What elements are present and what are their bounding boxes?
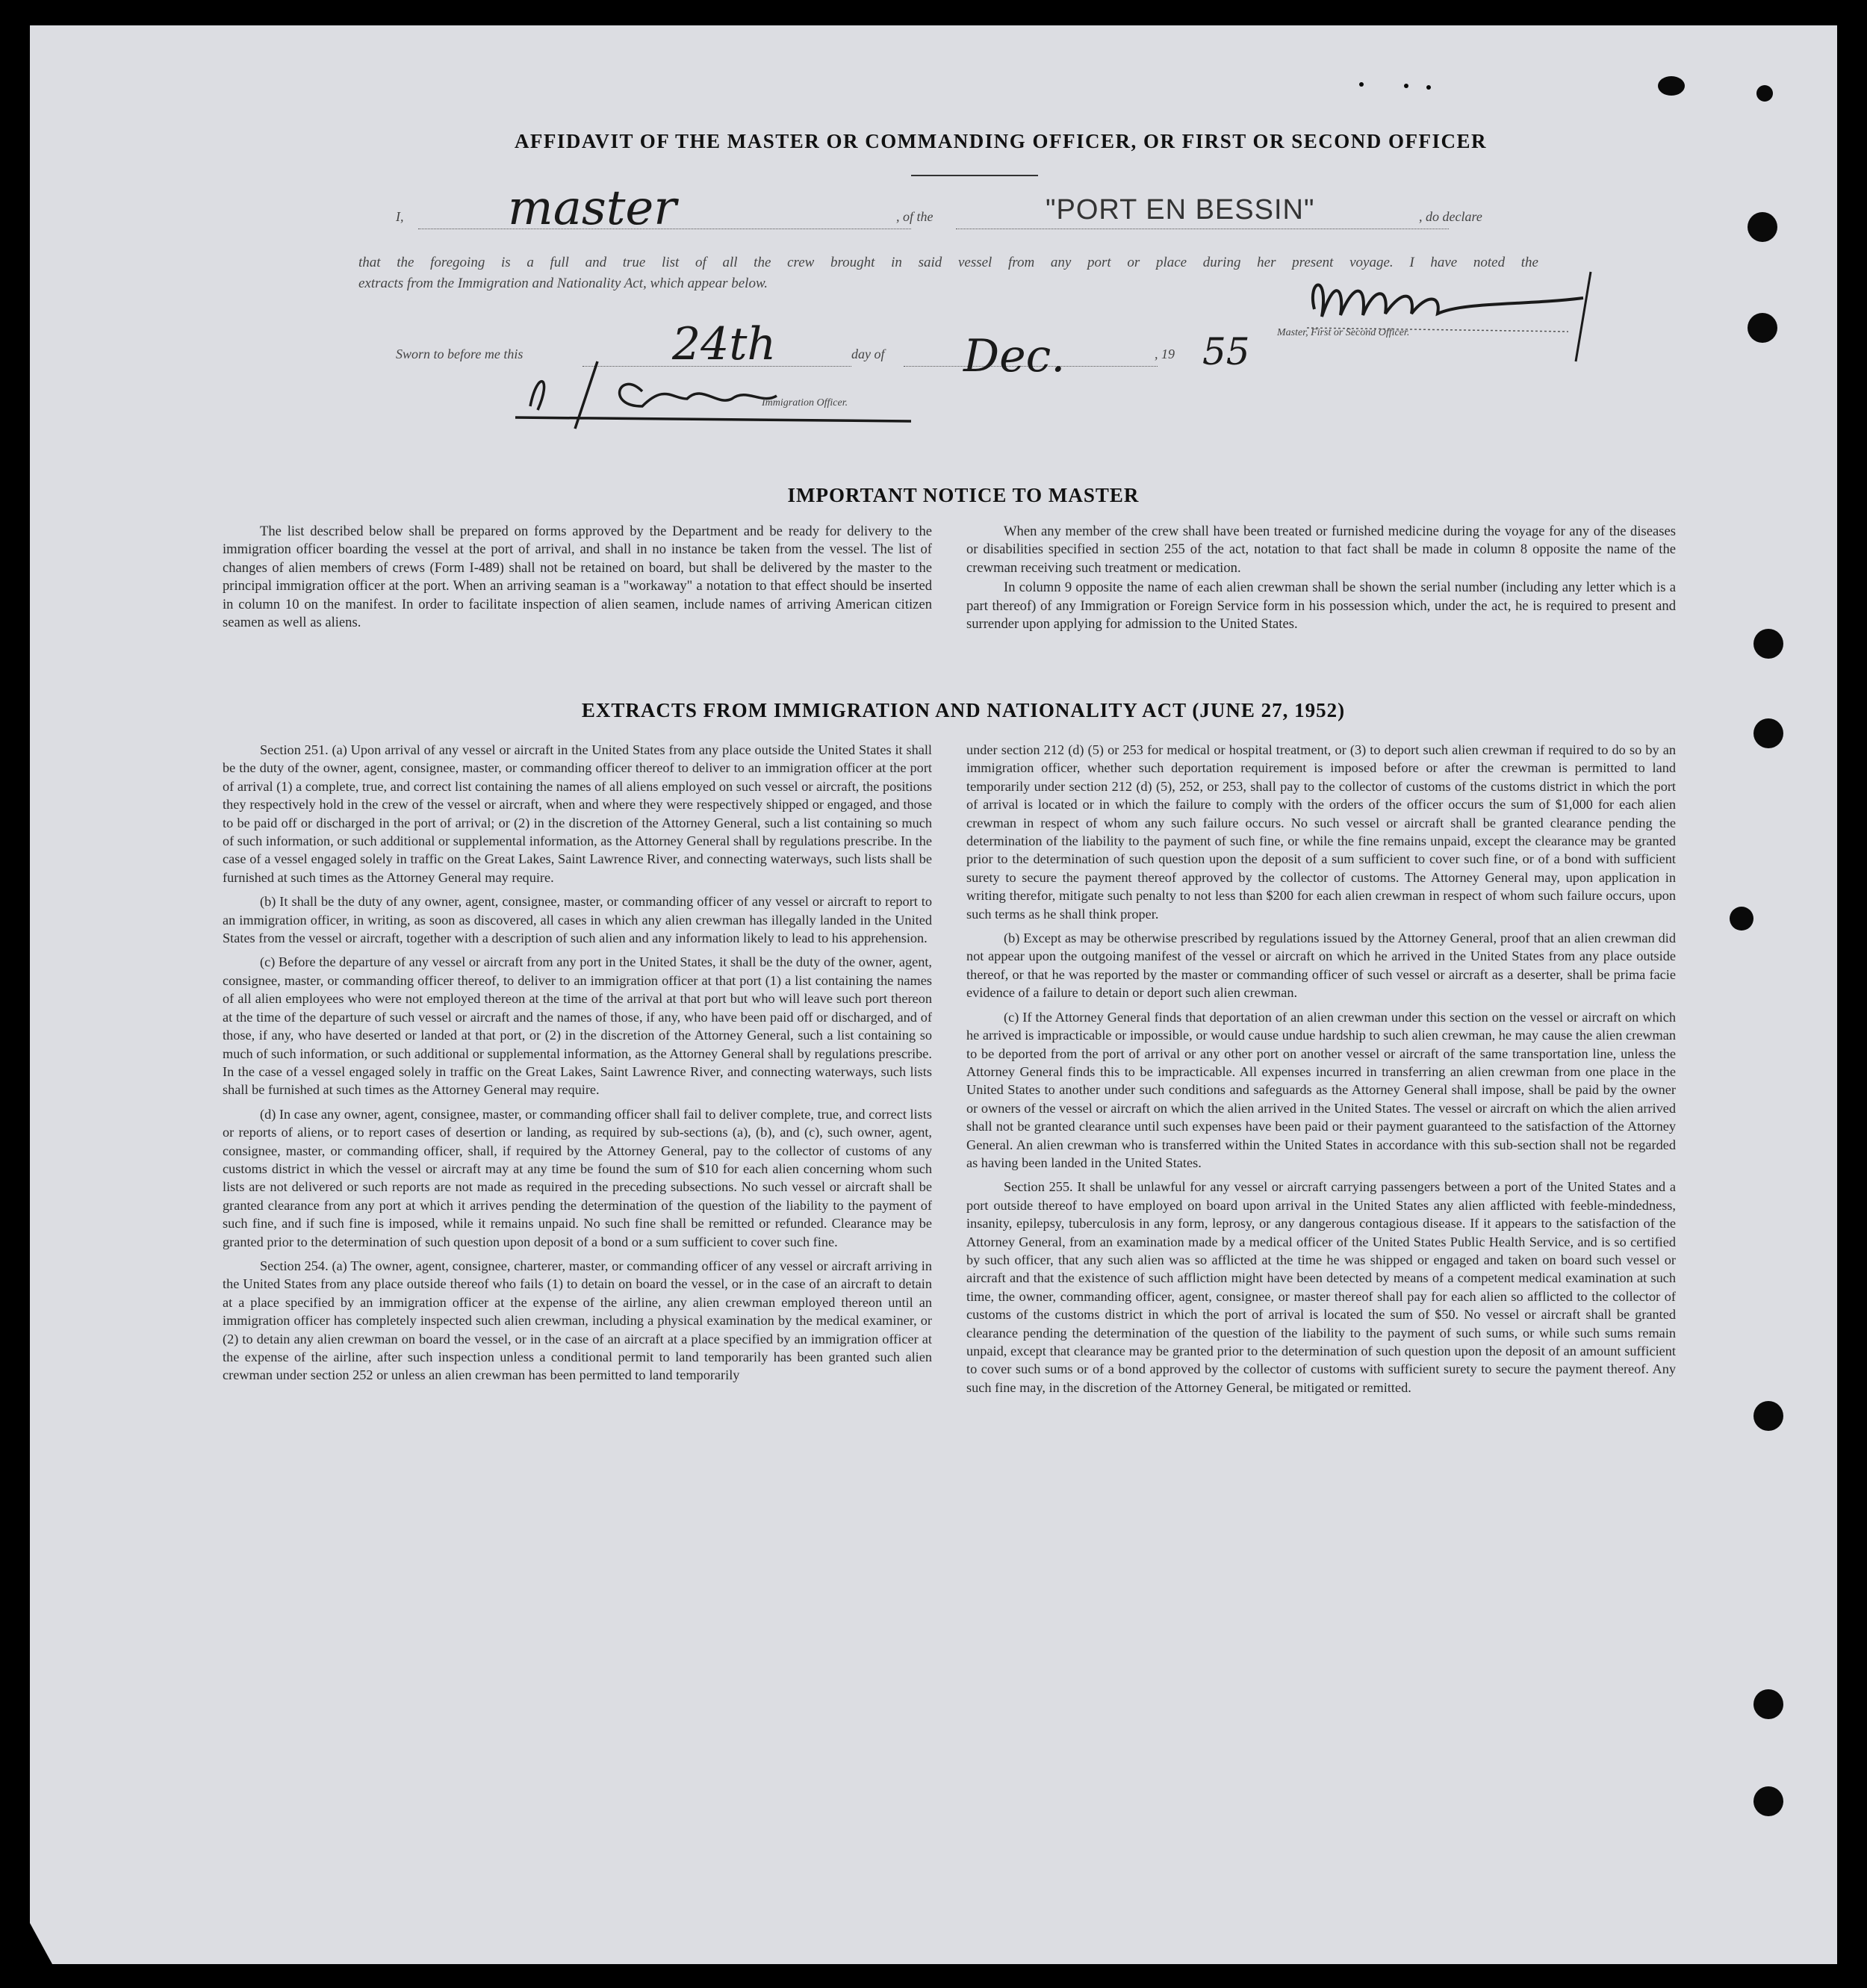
notice-left-column — [223, 523, 932, 638]
section-251-c: (c) Before the departure of any vessel or aircraft from any port in the United States, it shall be the duty of the owner, agent, consignee, master, or commanding officer thereof, to deliver to an immigration officer at that port (1) a list containing the names of all alien employees who were not employed thereon at the time of the arrival at that port but who will leave such port thereon at the time of the departure of such vessel or aircraft and the names of those, if any, who have been paid off or discharged, and of those, if any, who have deserted or landed at that port, or (2) in the discretion of the Attorney General, such a list containing so much of such information, or such additional or supplemental information, as the Attorney General shall by regulations prescribe. In the case of a vessel engaged solely in traffic on the Great Lakes, Saint Lawrence River, and connecting waterways, such lists shall be furnished at such times as the Attorney General may require. — [223, 954, 932, 1098]
ink-mark — [1756, 85, 1773, 102]
declaration-line-1: that the foregoing is a full and true list of all the crew brought in said vessel from any port or place during her present voyage. I have noted the — [358, 255, 1538, 270]
i-label: I, — [396, 209, 404, 224]
extracts-heading: EXTRACTS FROM IMMIGRATION AND NATIONALITY ACT (JUNE 27, 1952) — [581, 699, 1346, 721]
section-255: Section 255. It shall be unlawful for any vessel or aircraft carrying passengers between a port of the United States and a port outside thereof to have employed on board upon arrival in the United States any alien afflicted with feeble-mindedness, insanity, epilepsy, tuberculosis in any form, leprosy, or any dangerous contagious disease. If it appears to the satisfaction of the Attorney General, from an examination made by a medical officer of the United States Public Health Service, and is so certified by such officer, that any such alien was so afflicted at the time he was shipped or engaged and taken on board such vessel or aircraft and that the existence of such affliction might have been detected by means of a competent medical examination at such time, the owner, commanding officer, agent, consignee, or master thereof shall pay for each alien so afflicted to the collector of customs of the customs district in which the port of arrival is located the sum of $50. No vessel or aircraft shall be granted clearance pending the determination of the question of the liability to the payment of such sums, or while such sums remain unpaid, except that clearance may be granted prior to the determination of such question upon the deposit of an amount sufficient to cover such sums or of a bond approved by the collector of customs with sufficient surety to secure the payment thereof. Any such fine may, in the discretion of the Attorney General, be mitigated or remitted. — [966, 1179, 1676, 1395]
section-254-a: Section 254. (a) The owner, agent, consignee, charterer, master, or commanding officer of any vessel or aircraft arriving in the United States from any place outside thereof who fails (1) to detain on board the vessel, or in the case of an aircraft to detain at a place specified by an immigration officer at the expense of the airline, any alien crewman employed thereon until an immigration officer has completely inspected such alien crewman, including a physical examination by the medical examiner, or (2) to detain any alien crewman on board the vessel, or in the case of an aircraft at a place specified by an immigration officer at the expense of the airline, after such inspection unless a conditional permit to land temporarily has been granted such alien crewman under section 252 or unless an alien crewman has been permitted to land temporarily — [223, 1258, 932, 1383]
torn-corner — [30, 1923, 52, 1964]
sworn-month: Dec. — [963, 330, 1066, 382]
immigration-officer-signature — [493, 347, 881, 429]
notice-left-paragraph: The list described below shall be prepared on forms approved by the Department and be ready for delivery to the immigration officer boarding the vessel at the port of arrival, and shall in no instance be taken from the vessel. The list of changes of alien members of crews (Form I-489) shall not be retained on board, but shall be delivered by the master to the principal immigration officer at the port. When an arriving seaman is a "workaway" a notation to that effect should be inserted in column 10 on the manifest. In order to facilitate inspection of alien seamen, include names of arriving American citizen seamen as well as aliens. — [223, 524, 932, 631]
do-declare-label: , do declare — [1419, 209, 1482, 224]
punch-hole-icon — [1753, 718, 1783, 748]
title-underline — [911, 175, 1038, 176]
notice-right-paragraph-1: When any member of the crew shall have been treated or furnished medicine during the voyage for any of the diseases or disabilities specified in section 255 of the act, notation to that fact shall be made in column 8 opposite the name of the crewman receiving such treatment or medication. — [966, 524, 1676, 576]
notice-right-column — [966, 523, 1676, 639]
affidavit-title: AFFIDAVIT OF THE MASTER OR COMMANDING OFFICER, OR FIRST OR SECOND OFFICER — [514, 130, 1488, 152]
punch-hole-icon — [1748, 313, 1777, 343]
extracts-left-column — [223, 741, 932, 1391]
day-of-label: day of — [851, 347, 885, 361]
sworn-day: 24th — [672, 318, 777, 370]
name-handwritten: master — [508, 181, 677, 236]
notice-heading: IMPORTANT NOTICE TO MASTER — [787, 484, 1140, 506]
notice-right-paragraph-2: In column 9 opposite the name of each alien crewman shall be shown the serial number (including any letter which is a part thereof) of any Immigration or Foreign Service form in his possession which, under the act, he is required to present and surrender upon applying for admission to the United States. — [966, 580, 1676, 633]
punch-hole-icon — [1753, 1401, 1783, 1431]
ink-mark — [1359, 82, 1364, 87]
section-251-d: (d) In case any owner, agent, consignee, master, or commanding officer shall fail to deliver complete, true, and correct lists or reports of aliens, or to report cases of desertion or landing, as required by sub-sections (a), (b), and (c), such owner, agent, consignee, master, or commanding officer, shall, if required by the Attorney General, pay to the collector of customs of any customs district in which the vessel or aircraft may at any time be found the sum of $10 for each alien concerning whom such lists are not delivered or such reports are not made as required in the preceding subsections. No such vessel or aircraft shall be granted clearance from any port at which it arrives pending the determination of the question of the liability to the payment of such fine, and if such fine is imposed, while it remains unpaid. No such fine shall be remitted or refunded. Clearance may be granted prior to the determination of such question upon deposit of a bond or a sum sufficient to cover such fine. — [223, 1106, 932, 1249]
immigration-officer-caption: Immigration Officer. — [762, 397, 848, 409]
vessel-name: "PORT EN BESSIN" — [1046, 194, 1315, 226]
ink-mark — [1426, 85, 1431, 90]
section-254-a-continued: under section 212 (d) (5) or 253 for medical or hospital treatment, or (3) to deport such alien crewman if required to do so by an immigration officer, whether such deportation requirement is imposed before or after the crewman is permitted to land temporarily under section 212 (d) (5), 252, or 253, shall pay to the collector of customs of the customs district in which the port of arrival is located or in which the failure to comply with the orders of the officer occurs the sum of $1,000 for each alien crewman in respect of whom any such failure occurs. No such vessel or aircraft shall be granted clearance pending the determination of the liability to the payment of such fine, or while the fine remains unpaid, except the clearance may be granted prior to the determination of such question upon the deposit of a sum sufficient to cover such fine, or of a bond with sufficient surety to secure the payment thereof approved by the collector of customs. The Attorney General may, upon application in writing therefor, mitigate such penalty to not less than $200 for each alien crewman in respect of whom such failure occurs, upon such terms as he shall think proper. — [966, 742, 1676, 922]
declaration-line-2: extracts from the Immigration and Nationality Act, which appear below. — [358, 276, 768, 291]
punch-hole-icon — [1730, 907, 1753, 931]
officer-caption: Master, First or Second Officer. — [1277, 327, 1410, 338]
section-254-c: (c) If the Attorney General finds that deportation of an alien crewman under this section on the vessel or aircraft on which he arrived is impracticable or impossible, or would cause undue hardship to such alien crewman, he may cause the alien crewman to be deported from the port of arrival or any other port on another vessel or aircraft of the same transportation line, unless the Attorney General finds this to be impracticable. All expenses incurred in transferring an alien crewman from one place in the United States to another under such conditions and safeguards as the Attorney General shall impose, shall be paid by the owner or owners of the vessel or aircraft on which the alien arrived in the United States. The vessel or aircraft on which the alien arrived shall not be granted clearance until such expenses have been paid or their payment guaranteed to the satisfaction of the Attorney General. An alien crewman who is transferred within the United States in accordance with this sub-section shall not be regarded as having been landed in the United States. — [966, 1009, 1676, 1170]
sworn-label: Sworn to before me this — [396, 347, 524, 361]
year-suffix: 55 — [1202, 330, 1250, 373]
ink-mark — [1658, 76, 1685, 96]
year-prefix: , 19 — [1155, 347, 1175, 361]
section-251-a: Section 251. (a) Upon arrival of any vessel or aircraft in the United States from any place outside the United States it shall be the duty of the owner, agent, consignee, master, or commanding officer thereof to deliver to an immigration officer at the port of arrival (1) a complete, true, and correct list containing the names of all aliens employed on such vessel or aircraft, the positions they respectively hold in the crew of the vessel or aircraft, when and where they were respectively shipped or engaged, and those to be paid off or discharged in the port of arrival; or (2) in the discretion of the Attorney General, such a list containing so much of such information, or such additional or supplemental information, as the Attorney General shall by regulations prescribe. In the case of a vessel engaged solely in traffic on the Great Lakes, Saint Lawrence River, and connecting waterways, such lists shall be furnished at such times as the Attorney General may require. — [223, 742, 932, 885]
punch-hole-icon — [1753, 1786, 1783, 1816]
section-251-b: (b) It shall be the duty of any owner, agent, consignee, master, or commanding officer of any vessel or aircraft to report to an immigration officer, in writing, as soon as discovered, all cases in which any alien crewman has illegally landed in the United States from the vessel or aircraft, together with a description of such alien and any information likely to lead to his apprehension. — [223, 894, 932, 946]
punch-hole-icon — [1748, 212, 1777, 242]
document-page — [30, 25, 1837, 1964]
of-the-label: , of the — [896, 209, 934, 224]
ink-mark — [1404, 84, 1408, 88]
extracts-right-column — [966, 741, 1676, 1403]
section-254-b: (b) Except as may be otherwise prescribed by regulations issued by the Attorney General, proof that an alien crewman did not appear upon the outgoing manifest of the vessel or aircraft on which he arrived in the United States from any place outside thereof, or that he was reported by the master or commanding officer of such vessel or aircraft as a deserter, shall be prima facie evidence of a failure to detain or deport such alien crewman. — [966, 931, 1676, 1001]
punch-hole-icon — [1753, 1689, 1783, 1719]
punch-hole-icon — [1753, 629, 1783, 659]
